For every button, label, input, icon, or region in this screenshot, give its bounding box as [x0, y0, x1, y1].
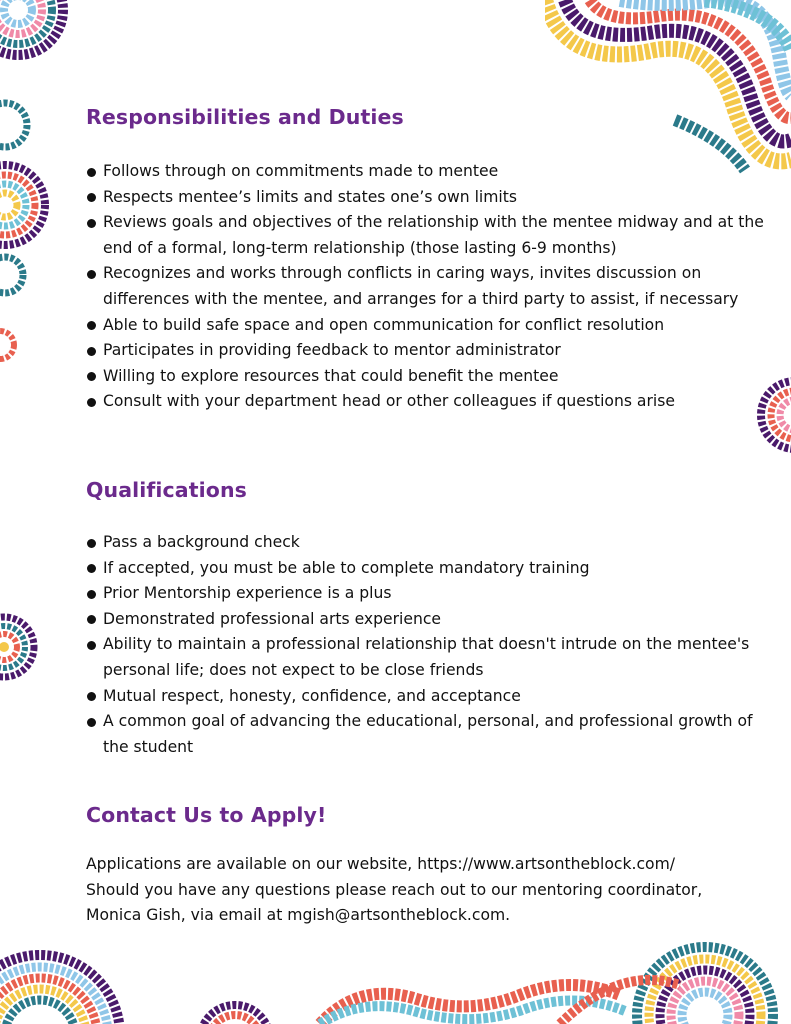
mosaic-decoration-top-right [545, 0, 791, 175]
contact-line-email: Monica Gish, via email at mgish@artsontheblock.com. [86, 906, 511, 925]
list-item: Consult with your department head or other colleagues if questions arise [86, 389, 766, 415]
list-item: Ability to maintain a professional relationship that doesn't intrude on the mentee's personal life; does not expect to be close friends [86, 632, 766, 683]
responsibilities-list [86, 159, 766, 415]
mosaic-decoration-left-mid [0, 95, 50, 375]
list-item: Able to build safe space and open communication for conflict resolution [86, 313, 766, 339]
list-item: Mutual respect, honesty, confidence, and acceptance [86, 684, 766, 710]
list-item: Willing to explore resources that could benefit the mentee [86, 364, 766, 390]
contact-line-website: Applications are available on our website, https://www.artsontheblock.com/ [86, 855, 676, 873]
responsibilities-heading: Responsibilities and Duties [86, 105, 404, 129]
contact-heading: Contact Us to Apply! [86, 803, 327, 827]
list-item: Follows through on commitments made to mentee [86, 159, 766, 185]
list-item: Recognizes and works through conflicts in caring ways, invites discussion on differences with the mentee, and arranges for a third party to assist, if necessary [86, 261, 766, 312]
list-item: A common goal of advancing the educational, personal, and professional growth of the student [86, 709, 766, 760]
list-item: Participates in providing feedback to mentor administrator [86, 338, 766, 364]
contact-paragraph [86, 852, 786, 929]
list-item: Respects mentee’s limits and states one’s own limits [86, 185, 766, 211]
contact-line-questions: Should you have any questions please reach out to our mentoring coordinator, [86, 880, 703, 899]
mosaic-decoration-top-left [0, 0, 70, 70]
list-item: Prior Mentorship experience is a plus [86, 581, 766, 607]
list-item: If accepted, you must be able to complete mandatory training [86, 556, 766, 582]
list-item: Reviews goals and objectives of the relationship with the mentee midway and at the end of a formal, long-term relationship (those lasting 6-9 months) [86, 210, 766, 261]
qualifications-heading: Qualifications [86, 478, 247, 502]
mosaic-decoration-bottom [0, 925, 791, 1024]
qualifications-list [86, 530, 766, 760]
mosaic-decoration-left-lower [0, 600, 40, 695]
list-item: Pass a background check [86, 530, 766, 556]
list-item: Demonstrated professional arts experience [86, 607, 766, 633]
